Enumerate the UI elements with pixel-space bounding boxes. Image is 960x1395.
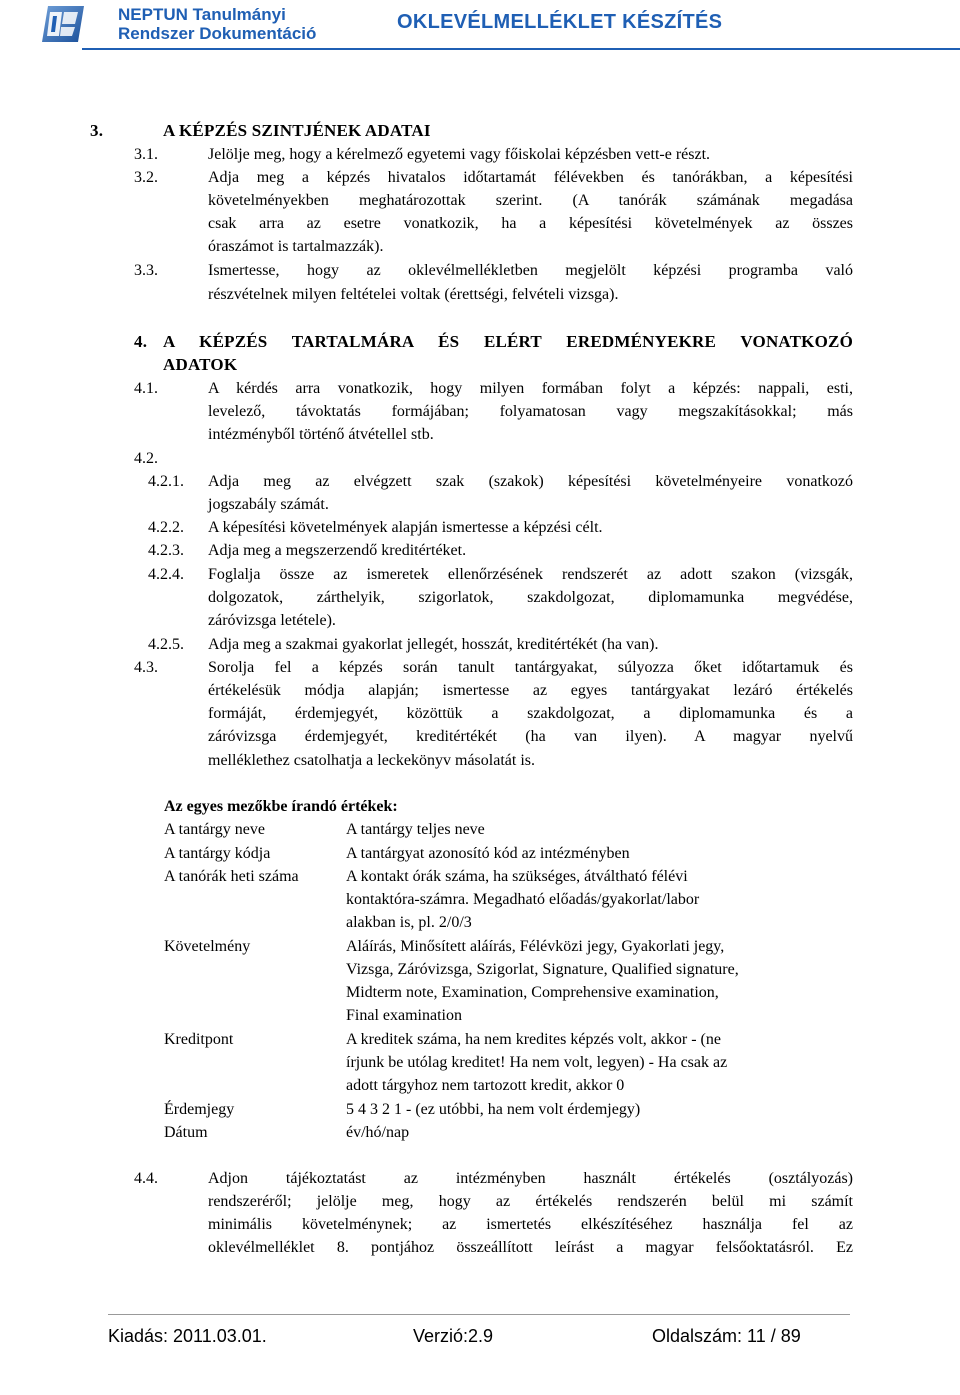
issue-date: Kiadás: 2011.03.01. (108, 1326, 267, 1346)
field-desc: A kreditek száma, ha nem kredites képzés volt, akkor - (ne (346, 1031, 721, 1048)
field-desc: írjunk be utólag kreditet! Ha nem volt, legyen) - Ha csak az (346, 1054, 728, 1071)
item-4-2-1-line: Adja meg az elvégzett szak (szakok) képesítési követelményeire vonatkozó (208, 473, 853, 490)
item-4-3-line: melléklethez csatolhatja a leckekönyv másolatát is. (208, 752, 535, 769)
item-4-2-1-line: jogszabály számát. (208, 496, 329, 513)
field-desc: Aláírás, Minősített aláírás, Félévközi jegy, Gyakorlati jegy, (346, 938, 725, 955)
field-desc: év/hó/nap (346, 1124, 410, 1141)
field-name: Követelmény (164, 938, 251, 955)
field-name: A tantárgy neve (164, 821, 266, 838)
field-desc: Midterm note, Examination, Comprehensive examination, (346, 984, 719, 1001)
field-desc: adott tárgyhoz nem tartozott kredit, akkor 0 (346, 1077, 625, 1094)
item-3-3-line: Ismertesse, hogy az oklevélmellékletben megjelölt képzési programba való (208, 262, 853, 279)
version: Verzió:2.9 (413, 1326, 494, 1346)
section-4-title-cont: ADATOK (163, 355, 238, 374)
item-4-1-line: intézményből történő átvétellel stb. (208, 426, 434, 443)
field-desc: A tantárgy teljes neve (346, 821, 485, 838)
field-name: Érdemjegy (164, 1101, 235, 1118)
field-name: A tanórák heti száma (164, 868, 299, 885)
field-name: Dátum (164, 1124, 208, 1141)
item-3-2-line: követelményekben meghatározottak szerint. (A tanórák számának megadása (208, 192, 853, 209)
item-3-3-number: 3.3. (134, 262, 158, 279)
page-number: Oldalszám: 11 / 89 (652, 1326, 801, 1346)
item-4-2-2-number: 4.2.2. (148, 519, 184, 536)
item-3-2-line: csak arra az esetre vonatkozik, ha a képesítési követelmények az összes (208, 215, 853, 232)
item-4-2-3-line: Adja meg a megszerzendő kreditértéket. (208, 542, 467, 559)
item-4-2-2-line: A képesítési követelmények alapján ismertesse a képzési célt. (208, 519, 603, 536)
item-4-2-3-number: 4.2.3. (148, 542, 184, 559)
brand-line-2: Rendszer Dokumentáció (118, 24, 317, 43)
item-4-2-number: 4.2. (134, 450, 158, 467)
field-name: A tantárgy kódja (164, 845, 271, 862)
item-4-2-4-number: 4.2.4. (148, 566, 184, 583)
section-3-number: 3. (90, 121, 104, 140)
brand-line-1: NEPTUN Tanulmányi (118, 5, 286, 24)
item-3-1-number: 3.1. (134, 146, 158, 163)
section-3-title: A KÉPZÉS SZINTJÉNEK ADATAI (163, 121, 431, 140)
field-desc: kontaktóra-számra. Megadható előadás/gyakorlat/labor (346, 891, 700, 908)
item-4-4-line: minimális követelménynek; az ismertetés elkészítéséhez használja fel az (208, 1216, 853, 1233)
field-desc: alakban is, pl. 2/0/3 (346, 914, 472, 931)
field-desc: A kontakt órák száma, ha szükséges, átváltható félévi (346, 868, 688, 885)
item-3-3-line: részvételnek milyen feltételei voltak (érettségi, felvételi vizsga). (208, 286, 619, 303)
item-4-2-1-number: 4.2.1. (148, 473, 184, 490)
item-4-3-line: záróvizsga érdemjegyét, kreditértékét (ha van ilyen). A magyar nyelvű (208, 728, 853, 745)
item-4-4-line: oklevélmelléklet 8. pontjához összeállított leírást a magyar felsőoktatásról. Ez (208, 1239, 853, 1256)
item-4-2-5-number: 4.2.5. (148, 636, 184, 653)
section-4-number: 4. (134, 332, 148, 351)
item-4-3-line: értékelésük módja alapján; ismertesse az egyes tantárgyakat lezáró értékelés (208, 682, 853, 699)
item-4-3-line: Sorolja fel a képzés során tanult tantárgyakat, súlyozza őket időtartamuk és (208, 659, 853, 676)
item-4-2-4-line: záróvizsga letétele). (208, 612, 336, 629)
item-4-1-line: A kérdés arra vonatkozik, hogy milyen formában folyt a képzés: nappali, esti, (208, 380, 853, 397)
brand-name (118, 5, 316, 43)
item-4-2-4-line: Foglalja össze az ismeretek ellenőrzésének rendszerét az adott szakon (vizsgák, (208, 566, 853, 583)
page-header (0, 0, 960, 52)
item-3-2-line: óraszámot is tartalmazzák). (208, 238, 384, 255)
field-name: Kreditpont (164, 1031, 234, 1048)
page-footer (0, 1314, 960, 1374)
footer-divider (108, 1314, 850, 1315)
field-desc: Vizsga, Záróvizsga, Szigorlat, Signature, Qualified signature, (346, 961, 739, 978)
item-3-2-number: 3.2. (134, 169, 158, 186)
item-3-1-text: Jelölje meg, hogy a kérelmező egyetemi vagy főiskolai képzésben vett-e részt. (208, 146, 711, 163)
field-desc: A tantárgyat azonosító kód az intézményben (346, 845, 630, 862)
item-4-3-number: 4.3. (134, 659, 158, 676)
item-4-1-number: 4.1. (134, 380, 158, 397)
item-4-2-5-line: Adja meg a szakmai gyakorlat jellegét, hosszát, kreditértékét (ha van). (208, 636, 659, 653)
fields-title: Az egyes mezőkbe írandó értékek: (164, 798, 398, 815)
header-divider (82, 48, 960, 50)
document-title: OKLEVÉLMELLÉKLET KÉSZÍTÉS (397, 11, 723, 33)
neptun-logo-icon (40, 2, 86, 46)
field-desc: Final examination (346, 1007, 462, 1024)
item-4-4-number: 4.4. (134, 1170, 158, 1187)
item-4-4-line: Adjon tájékoztatást az intézményben használt értékelés (osztályozás) (208, 1170, 853, 1187)
item-3-2-line: Adja meg a képzés hivatalos időtartamát félévekben és tanórákban, a képesítési (208, 169, 853, 186)
item-4-1-line: levelező, távoktatás formájában; folyamatosan vagy megszakításokkal; más (208, 403, 853, 420)
item-4-4-line: rendszeréről; jelölje meg, hogy az értékelés rendszerén belül mi számít (208, 1193, 853, 1210)
item-4-2-4-line: dolgozatok, zárthelyik, szigorlatok, szakdolgozat, diplomamunka megvédése, (208, 589, 853, 606)
section-4-title: A KÉPZÉS TARTALMÁRA ÉS ELÉRT EREDMÉNYEKRE VONATKOZÓ (163, 332, 853, 351)
item-4-3-line: formáját, érdemjegyét, közöttük a szakdolgozat, a diplomamunka és a (208, 705, 853, 722)
field-desc: 5 4 3 2 1 - (ez utóbbi, ha nem volt érdemjegy) (346, 1101, 641, 1118)
